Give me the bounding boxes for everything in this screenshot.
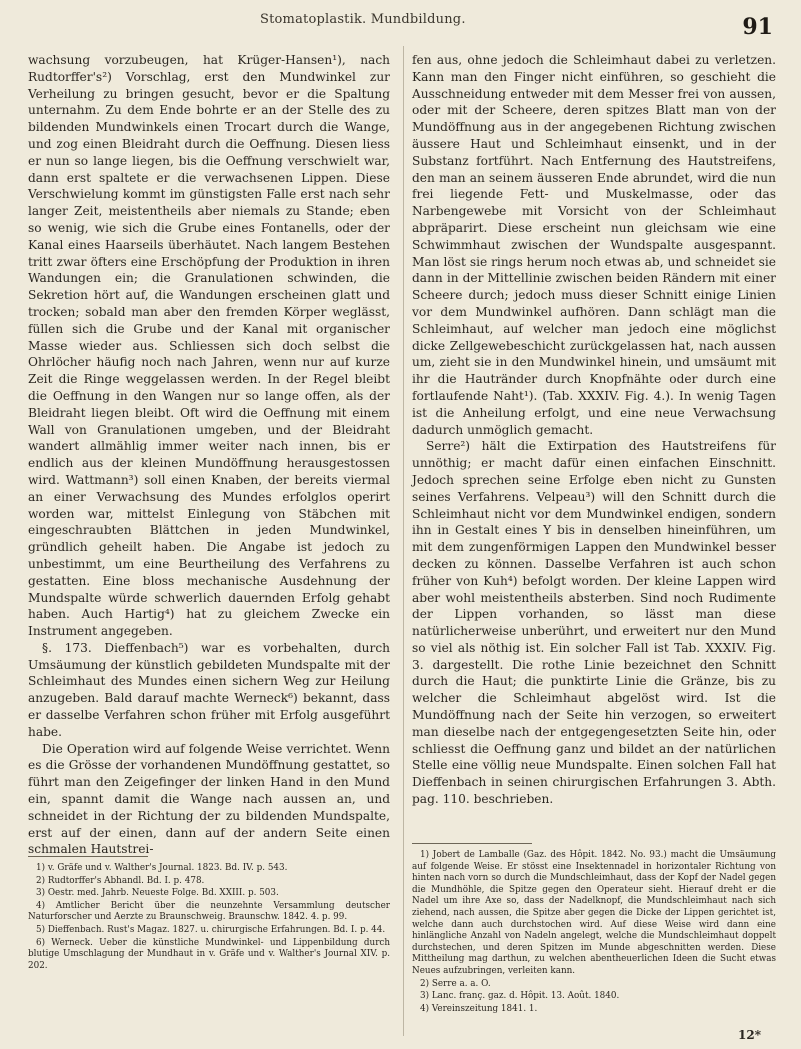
right-footnotes bbox=[412, 843, 776, 1016]
footnote: 6) Werneck. Ueber die künstliche Mundwinkel- und Lippenbildung durch blutige Umschlagung der Mundhaut in v. Gräfe und v. Walther's Journal XIV. p. 202. bbox=[28, 937, 390, 971]
body-paragraph: §. 173. Dieffenbach⁵) war es vorbehalten, durch Umsäumung der künstlich gebildeten Mundspalte mit der Schleimhaut des Mundes einen sichern Weg zur Heilung anzugeben. Bald darauf machte Werneck⁶) bekannt, dass er dasselbe Verfahren schon früher mit Erfolg ausgeführt habe. bbox=[28, 640, 390, 739]
signature-mark: 12* bbox=[738, 1028, 761, 1042]
footnote: 1) Jobert de Lamballe (Gaz. des Hôpit. 1842. No. 93.) macht die Umsäumung auf folgende Weise. Er stösst eine Insektennadel in horizontaler Richtung von hinten nach vorn so durch die Mundschleimhaut, dass der Kopf der Nadel gegen die Mundhöhle, die Spitze gegen den Operateur sieht. Hierauf dreht er die Nadel um ihre Axe so, dass der Nadelknopf, die Mundschleimhaut nach sich ziehend, nach aussen, die Spitze aber gegen die Dicke der Lippen gerichtet ist, welche dann auch durchstochen wird. Auf diese Weise wird dann eine hinlängliche Anzahl von Nadeln angelegt, welche die Mundschleimhaut doppelt durchstechen, und deren Spitzen im Munde abgeschnitten werden. Diese Mittheilung mag darthun, zu welchen abentheuerlichen Ideen die Sucht etwas Neues aufzubringen, verleiten kann. bbox=[412, 850, 776, 976]
footnote: 4) Amtlicher Bericht über die neunzehnte Versammlung deutscher Naturforscher und Aerzte zu Braunschweig. Braunschw. 1842. 4. p. 99. bbox=[28, 900, 390, 923]
left-column bbox=[28, 52, 390, 858]
body-paragraph: wachsung vorzubeugen, hat Krüger-Hansen¹), nach Rudtorffer's²) Vorschlag, erst den Mundwinkel zur Verheilung zu bringen gesucht, bevor er die Spaltung unternahm. Zu dem Ende bohrte er an der Stelle des zu bildenden Mundwinkels einen Trocart durch die Wange, und zog einen Bleidraht durch die Oeffnung. Diesen liess er nun so lange liegen, bis die Oeffnung verschwielt war, dann erst spaltete er die verwachsenen Lippen. Diese Verschwielung kommt im günstigsten Falle erst nach sehr langer Zeit, meistentheils aber niemals zu Stande; eben so wenig, wie sich die Grube eines Fontanells, oder der Kanal eines Haarseils überhäutet. Nach langem Bestehen tritt zwar öfters eine Erschöpfung der Produktion in ihren Wandungen ein; die Granulationen schwinden, die Sekretion hört auf, die Wandungen erscheinen glatt und trocken; sobald man aber den fremden Körper weglässt, füllen sich die Grube und der Kanal mit organischer Masse wieder aus. Schliessen sich doch selbst die Ohrlöcher häufig noch nach Jahren, wenn nur auf kurze Zeit die Ringe weggelassen werden. In der Regel bleibt die Oeffnung in den Wangen nur so lange offen, als der Bleidraht liegen bleibt. Oft wird die Oeffnung mit einem Wall von Granulationen umgeben, und der Bleidraht wandert allmählig immer weiter nach innen, bis er endlich aus der kleinen Mundöffnung herausgestossen wird. Wattmann³) soll einen Knaben, der bereits viermal an einer Verwachsung des Mundes erfolglos operirt worden war, mittelst Einlegung von Stäbchen mit eingeschraubten Blättchen in jeden Mundwinkel, gründlich geheilt haben. Die Angabe ist jedoch zu unbestimmt, um eine Beurtheilung des Verfahrens zu gestatten. Eine bloss mechanische Ausdehnung der Mundspalte würde schwerlich dauernden Erfolg gehabt haben. Auch Hartig⁴) hat zu gleichem Zwecke ein Instrument angegeben. bbox=[28, 53, 390, 639]
page-number: 91 bbox=[742, 14, 773, 40]
column-divider bbox=[403, 46, 404, 1036]
body-paragraph: Serre²) hält die Extirpation des Hautstreifens für unnöthig; er macht dafür einen einfachen Einschnitt. Jedoch sprechen seine Erfolge eben nicht zu Gunsten seines Verfahrens. Velpeau³) will den Schnitt durch die Schleimhaut nicht vor dem Mundwinkel endigen, sondern ihn in Gestalt eines Y bis in denselben hineinführen, um mit dem zungenförmigen Lappen den Mundwinkel besser decken zu können. Dasselbe Verfahren ist auch schon früher von Kuh⁴) befolgt worden. Der kleine Lappen wird aber wohl meistentheils absterben. Sind noch Rudimente der Lippen vorhanden, so lässt man diese natürlicherweise unberührt, und erweitert nur den Mund so viel als nöthig ist. Ein solcher Fall ist Tab. XXXIV. Fig. 3. dargestellt. Die rothe Linie bezeichnet den Schnitt durch die Haut; die punktirte Linie die Gränze, bis zu welcher die Schleimhaut abgelöst wird. Ist die Mundöffnung nach der Seite hin verzogen, so erweitert man dieselbe nach der entgegengesetzten Seite hin, oder schliesst die Oeffnung ganz und bildet an der natürlichen Stelle eine völlig neue Mundspalte. Einen solchen Fall hat Dieffenbach in seinen chirurgischen Erfahrungen 3. Abth. pag. 110. beschrieben. bbox=[412, 439, 776, 807]
running-head: Stomatoplastik. Mundbildung. bbox=[260, 12, 466, 27]
right-column bbox=[412, 52, 776, 808]
footnote: 4) Vereinszeitung 1841. 1. bbox=[420, 1003, 538, 1014]
left-footnotes bbox=[28, 856, 390, 973]
footnote: 5) Dieffenbach. Rust's Magaz. 1827. u. chirurgische Erfahrungen. Bd. I. p. 44. bbox=[36, 924, 386, 935]
footnote: 3) Oestr. med. Jahrb. Neueste Folge. Bd. XXIII. p. 503. bbox=[36, 888, 279, 899]
footnote: 1) v. Gräfe und v. Walther's Journal. 1823. Bd. IV. p. 543. bbox=[36, 863, 288, 873]
footnote: 2) Serre a. a. O. bbox=[420, 978, 491, 989]
body-paragraph: Die Operation wird auf folgende Weise verrichtet. Wenn es die Grösse der vorhandenen Mundöffnung gestattet, so führt man den Zeigefinger der linken Hand in den Mund ein, spannt damit die Wange nach aussen an, und schneidet in der Richtung der zu bildenden Mundspalte, erst auf der einen, dann auf der andern Seite einen schmalen Hautstrei- bbox=[28, 741, 390, 857]
body-paragraph: fen aus, ohne jedoch die Schleimhaut dabei zu verletzen. Kann man den Finger nicht einführen, so geschieht die Ausschneidung entweder mit dem Messer frei von aussen, oder mit der Scheere, deren spitzes Blatt man von der Mundöffnung aus in der angegebenen Richtung zwischen äussere Haut und Schleimhaut einsenkt, und in der Substanz fortführt. Nach Entfernung des Hautstreifens, den man an seinem äusseren Ende abrundet, wird die nun frei liegende Fett- und Muskelmasse, oder das Narbengewebe mit Vorsicht von der Schleimhaut abpräparirt. Diese erscheint nun gleichsam wie eine Schwimmhaut zwischen der Wundspalte ausgespannt. Man löst sie rings herum noch etwas ab, und schneidet sie dann in der Mittellinie zwischen beiden Rändern mit einer Scheere durch; jedoch muss dieser Schnitt einige Linien vor dem Mundwinkel aufhören. Dann schlägt man die Schleimhaut, auf welcher man jedoch eine möglichst dicke Zellgewebeschicht zurückgelassen hat, nach aussen um, zieht sie in den Mundwinkel hinein, und umsäumt mit ihr die Hautränder durch Knopfnähte oder durch eine fortlaufende Naht¹). (Tab. XXXIV. Fig. 4.). In wenig Tagen ist die Anheilung erfolgt, und eine neue Verwachsung dadurch unmöglich gemacht. bbox=[412, 53, 776, 437]
footnote-rule bbox=[28, 856, 148, 857]
page-header bbox=[0, 8, 801, 38]
footnote: 2) Rudtorffer's Abhandl. Bd. I. p. 478. bbox=[36, 875, 205, 886]
footnote: 3) Lanc. franç. gaz. d. Hôpit. 13. Août. 1840. bbox=[420, 991, 620, 1002]
footnote-rule bbox=[412, 843, 532, 844]
